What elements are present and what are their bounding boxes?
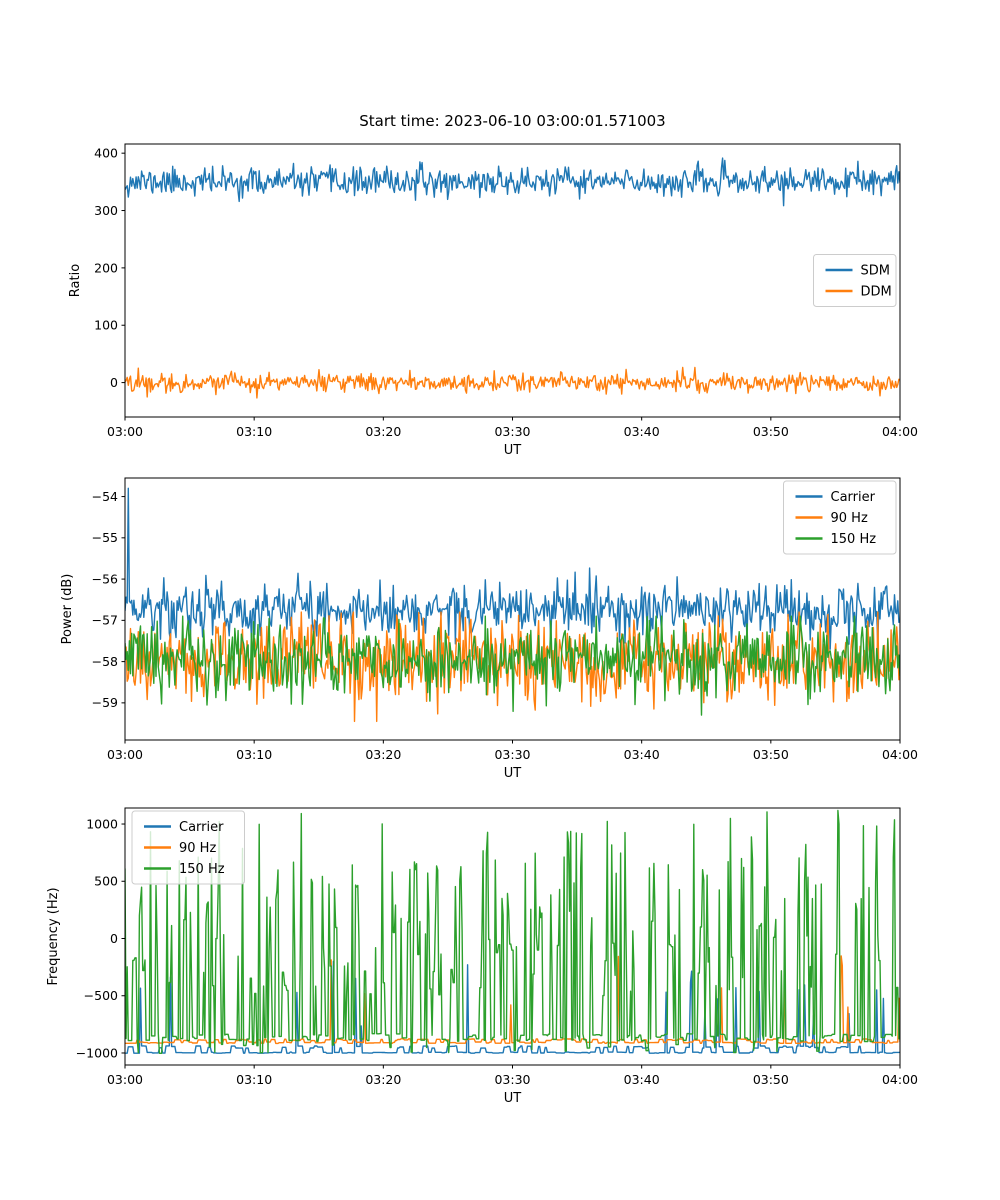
x-tick-label: 04:00 (881, 747, 919, 762)
y-tick-label: −500 (83, 988, 118, 1004)
y-tick-label: 300 (94, 202, 118, 218)
x-tick-label: 03:50 (752, 424, 789, 439)
series-150-hz (125, 616, 900, 715)
x-tick-label: 03:30 (494, 747, 531, 762)
x-tick-label: 03:20 (365, 747, 402, 762)
y-tick-label: −54 (91, 488, 118, 504)
y-tick-label: −56 (91, 571, 118, 587)
x-tick-label: 03:50 (752, 747, 789, 762)
legend-label: Carrier (830, 490, 875, 506)
y-axis-label-ratio: Ratio (68, 263, 83, 298)
y-tick-label: 0 (110, 374, 118, 390)
x-tick-label: 03:00 (106, 747, 144, 762)
legend-label: SDM (860, 263, 890, 279)
y-axis-label-frequency: Frequency (Hz) (46, 887, 61, 986)
y-tick-label: 200 (94, 260, 118, 276)
legend-label: 90 Hz (179, 841, 217, 857)
chart-frequency (46, 808, 918, 1106)
x-tick-label: 03:30 (494, 1072, 531, 1087)
legend-ratio (814, 255, 897, 307)
x-axis-label-power: UT (503, 766, 522, 781)
x-tick-label: 03:00 (106, 424, 144, 439)
y-tick-label: −59 (91, 695, 118, 711)
y-tick-label: −58 (91, 653, 118, 669)
x-tick-label: 03:00 (106, 1072, 144, 1087)
legend-label: Carrier (179, 820, 224, 836)
legend-label: DDM (860, 284, 892, 300)
x-tick-label: 03:40 (623, 747, 660, 762)
y-tick-label: 1000 (86, 816, 118, 832)
x-tick-label: 03:10 (236, 1072, 273, 1087)
x-tick-label: 03:50 (752, 1072, 789, 1087)
x-tick-label: 03:20 (365, 424, 402, 439)
x-tick-label: 03:20 (365, 1072, 402, 1087)
x-tick-label: 04:00 (881, 424, 919, 439)
chart-power (60, 478, 918, 781)
y-tick-label: −57 (91, 612, 118, 628)
legend-label: 150 Hz (179, 862, 225, 878)
x-axis-label-ratio: UT (503, 443, 522, 458)
y-tick-label: −55 (91, 530, 118, 546)
x-tick-label: 03:40 (623, 424, 660, 439)
y-tick-label: 400 (94, 145, 118, 161)
y-tick-label: −1000 (75, 1045, 118, 1061)
legend-frequency (132, 811, 245, 884)
x-tick-label: 03:10 (236, 747, 273, 762)
y-axis-label-power: Power (dB) (60, 573, 75, 645)
chart-ratio (68, 144, 918, 458)
y-tick-label: 500 (94, 873, 118, 889)
series-sdm (125, 158, 900, 206)
x-tick-label: 03:40 (623, 1072, 660, 1087)
legend-label: 150 Hz (830, 532, 877, 548)
legend-power (784, 481, 897, 554)
y-tick-label: 0 (110, 930, 118, 946)
series-ddm (125, 367, 900, 398)
x-tick-label: 04:00 (881, 1072, 919, 1087)
legend-label: 90 Hz (830, 511, 868, 527)
x-tick-label: 03:10 (236, 424, 273, 439)
x-tick-label: 03:30 (494, 424, 531, 439)
y-tick-label: 100 (94, 317, 118, 333)
x-axis-label-frequency: UT (503, 1091, 522, 1106)
figure-title: Start time: 2023-06-10 03:00:01.571003 (359, 112, 666, 130)
